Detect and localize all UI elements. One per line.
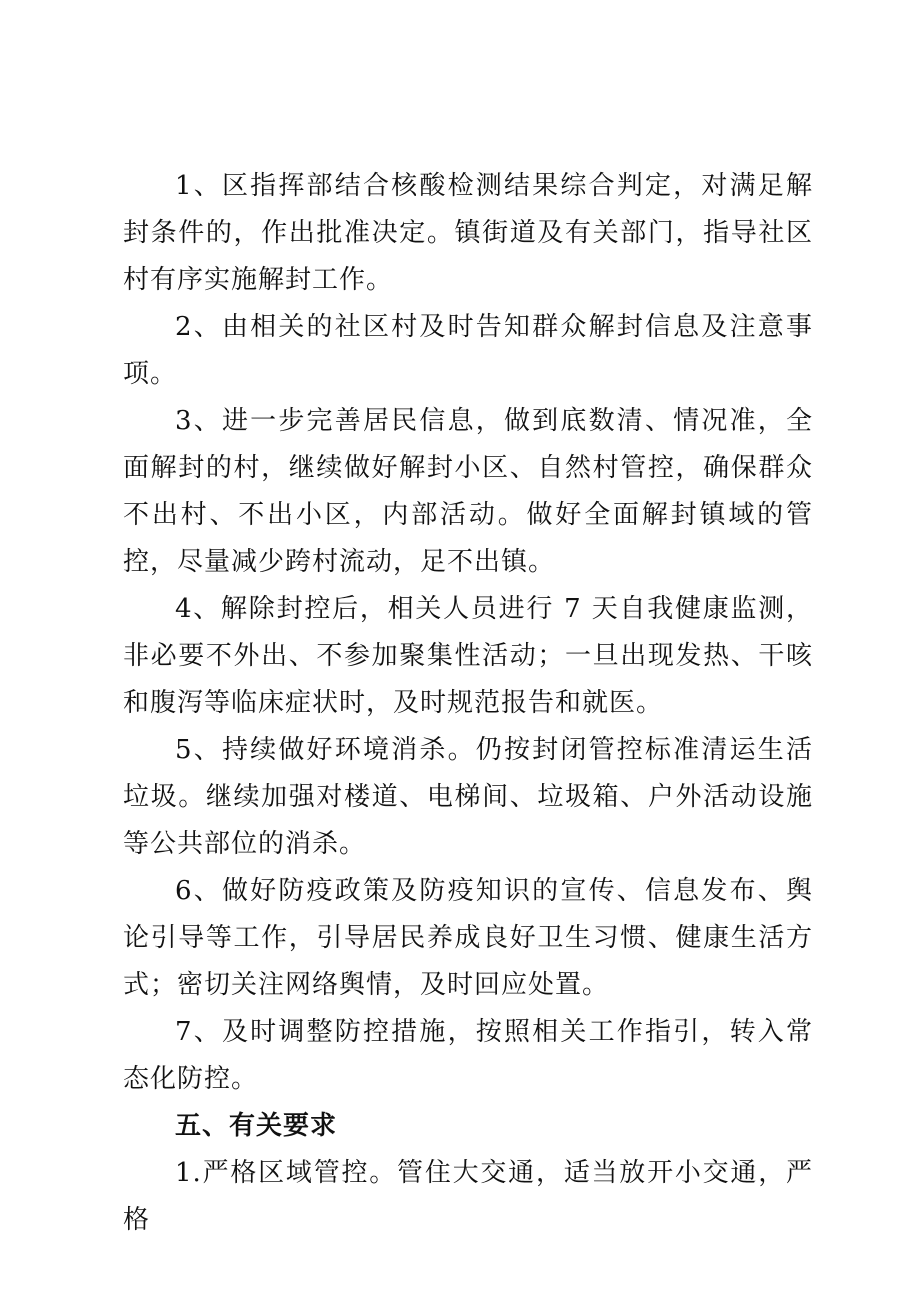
paragraph-requirement-1: 1.严格区域管控。管住大交通，适当放开小交通，严格 [123,1158,813,1235]
document-body [123,163,813,1244]
paragraph-6: 6、做好防疫政策及防疫知识的宣传、信息发布、舆论引导等工作，引导居民养成良好卫生习惯、健康生活方式；密切关注网络舆情，及时回应处置。 [123,876,813,1000]
section-heading: 五、有关要求 [175,1111,338,1141]
paragraph-4: 4、解除封控后，相关人员进行 7 天自我健康监测，非必要不外出、不参加聚集性活动；一旦出现发热、干咳和腹泻等临床症状时，及时规范报告和就医。 [123,594,813,718]
paragraph-7: 7、及时调整防控措施，按照相关工作指引，转入常态化防控。 [123,1017,813,1094]
paragraph-2: 2、由相关的社区村及时告知群众解封信息及注意事项。 [123,312,813,389]
paragraph-5: 5、持续做好环境消杀。仍按封闭管控标准清运生活垃圾。继续加强对楼道、电梯间、垃圾箱、户外活动设施等公共部位的消杀。 [123,735,813,859]
paragraph-3: 3、进一步完善居民信息，做到底数清、情况准，全面解封的村，继续做好解封小区、自然村管控，确保群众不出村、不出小区，内部活动。做好全面解封镇域的管控，尽量减少跨村流动，足不出镇。 [123,406,813,577]
paragraph-1: 1、区指挥部结合核酸检测结果综合判定，对满足解封条件的，作出批准决定。镇街道及有关部门，指导社区村有序实施解封工作。 [123,171,813,295]
